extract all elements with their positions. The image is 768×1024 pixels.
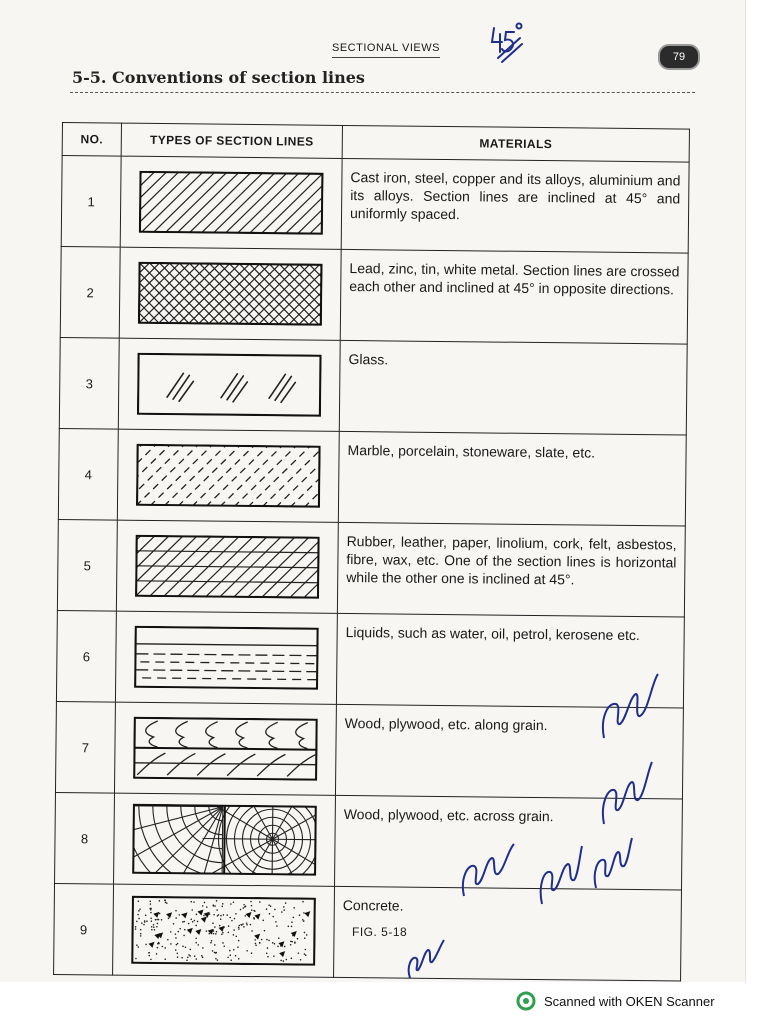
table-row [58, 428, 686, 526]
pattern-cell [115, 611, 337, 704]
row-number: 5 [57, 519, 117, 611]
signature-mark [596, 668, 666, 742]
pattern-cell [114, 702, 336, 795]
row-number: 2 [60, 246, 120, 338]
material-text: Rubber, leather, paper, linolium, cork, felt, asbestos, fibre, wax, etc. One of the section lines is horizontal while the other one is inclined at 45°. [337, 522, 685, 617]
row-number: 9 [54, 883, 114, 975]
column-header-materials: MATERIALS [342, 125, 689, 162]
row-number: 4 [58, 428, 118, 520]
section-title: 5-5. Conventions of section lines [72, 68, 365, 87]
material-text: Cast iron, steel, copper and its alloys, aluminium and its alloys. Section lines are inclined at 45° and uniformly spaced. [341, 158, 689, 253]
table-row [56, 610, 684, 708]
pattern-cell [114, 793, 336, 886]
cross-hatch-pattern [138, 262, 323, 326]
oken-logo-icon [516, 991, 536, 1011]
running-header: SECTIONAL VIEWS [332, 42, 440, 58]
column-header-no: NO. [62, 123, 121, 157]
scanner-watermark [516, 990, 715, 1012]
column-header-types: TYPES OF SECTION LINES [121, 123, 342, 158]
material-text: Liquids, such as water, oil, petrol, kerosene etc. [336, 613, 684, 708]
pattern-cell [116, 520, 338, 613]
material-text: Glass. [339, 340, 687, 435]
signature-mark [596, 756, 656, 828]
pattern-cell [120, 156, 342, 249]
pattern-cell [113, 884, 335, 977]
signature-mark [590, 832, 634, 894]
dashed-diagonal-pattern [136, 444, 321, 508]
material-text: Wood, plywood, etc. across grain. [335, 795, 683, 890]
title-divider [70, 92, 695, 93]
material-text: Lead, zinc, tin, white metal. Section lines are crossed each other and inclined at 45° in opposite directions. [340, 249, 688, 344]
figure-caption: FIG. 5-18 [352, 925, 408, 939]
material-text: Marble, porcelain, stoneware, slate, etc. [338, 431, 686, 526]
signature-mark [458, 838, 520, 902]
page-number-badge: 79 [658, 44, 700, 70]
glass-pattern [137, 353, 322, 417]
wood-end-grain-pattern [132, 804, 317, 876]
scanner-label: Scanned with OKEN Scanner [544, 993, 715, 1009]
table-row [55, 792, 683, 890]
table-row [59, 337, 687, 435]
row-number: 8 [55, 792, 115, 884]
table-row [57, 519, 685, 617]
row-number: 1 [61, 156, 121, 248]
signature-mark [536, 840, 586, 910]
diagonal-hatch-pattern [139, 171, 324, 235]
pattern-cell [118, 338, 340, 431]
row-number: 6 [56, 610, 116, 702]
row-number: 7 [55, 701, 115, 793]
material-text: Concrete. [334, 886, 682, 981]
horizontal-diagonal-pattern [135, 535, 320, 599]
pattern-cell [117, 429, 339, 522]
table-row [55, 701, 683, 799]
signature-mark [404, 936, 450, 982]
table-row [60, 246, 688, 344]
material-text: Wood, plywood, etc. along grain. [335, 704, 683, 799]
liquid-pattern [134, 626, 319, 690]
handwritten-angle-note [488, 22, 528, 66]
table-row [61, 156, 689, 254]
row-number: 3 [59, 337, 119, 429]
pattern-cell [119, 247, 341, 340]
wood-grain-pattern [133, 717, 318, 781]
concrete-pattern [131, 896, 316, 966]
